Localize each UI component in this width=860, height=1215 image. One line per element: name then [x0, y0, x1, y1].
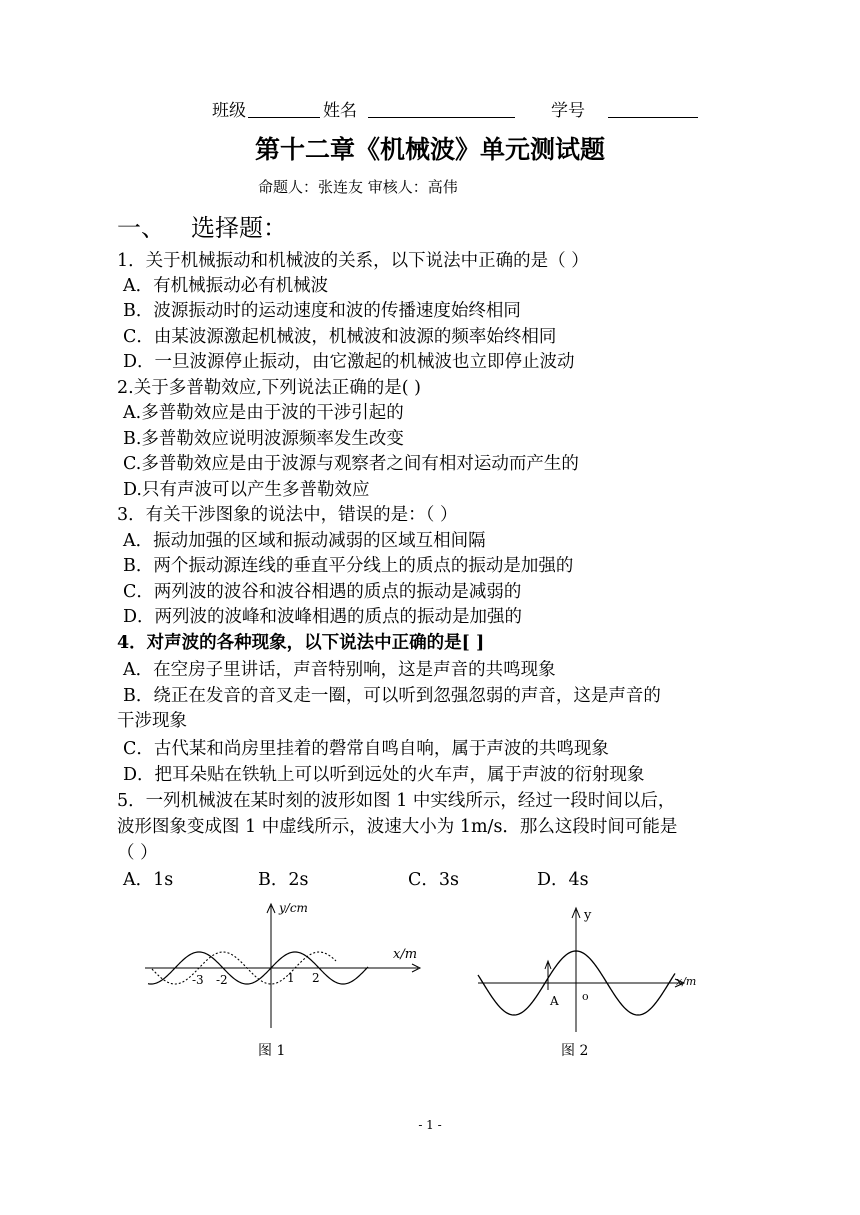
figure-2-caption: 图 2: [561, 1043, 589, 1059]
section-name: 选择题：: [191, 214, 287, 242]
question-2-option-a: A.多普勒效应是由于波的干涉引起的: [123, 403, 404, 423]
figure-1-tick-2: 2: [312, 971, 320, 985]
question-1-option-d: D．一旦波源停止振动，由它激起的机械波也立即停止波动: [123, 352, 575, 372]
question-3-option-c: C．两列波的波谷和波谷相遇的质点的振动是减弱的: [123, 582, 522, 602]
question-4-option-d: D．把耳朵贴在铁轨上可以听到远处的火车声，属于声波的衍射现象: [123, 765, 645, 785]
figure-2-point-a-label: A: [550, 994, 559, 1008]
id-blank[interactable]: [608, 117, 698, 118]
question-2-option-b: B.多普勒效应说明波源频率发生改变: [123, 429, 404, 449]
figure-1-caption: 图 1: [258, 1043, 286, 1059]
figure-1-x-label: x/m: [393, 947, 418, 962]
page-number: - 1 -: [418, 1118, 442, 1132]
figure-2-origin-label: o: [582, 990, 589, 1003]
question-5-option-a: A．1s: [123, 870, 174, 890]
authors-line: 命题人：张连友 审核人：高伟: [258, 178, 458, 196]
question-4-option-c: C．古代某和尚房里挂着的磬常自鸣自响，属于声波的共鸣现象: [123, 739, 609, 759]
question-5-option-b: B．2s: [258, 870, 309, 890]
question-1-option-a: A．有机械振动必有机械波: [123, 276, 329, 296]
page-title: 第十二章《机械波》单元测试题: [254, 135, 605, 164]
question-5-stem-line-1: 5．一列机械波在某时刻的波形如图 1 中实线所示，经过一段时间以后，: [117, 791, 676, 811]
question-2-option-c: C.多普勒效应是由于波源与观察者之间有相对运动而产生的: [123, 454, 579, 474]
question-5-option-c: C．3s: [408, 870, 460, 890]
question-3-option-b: B．两个振动源连线的垂直平分线上的质点的振动是加强的: [123, 556, 574, 576]
figure-1-tick-minus-2: -2: [216, 973, 228, 987]
section-number: 一、: [117, 214, 165, 242]
question-4-option-b-continued: 干涉现象: [117, 711, 187, 731]
id-label: 学号: [551, 101, 585, 121]
question-3-option-a: A．振动加强的区域和振动减弱的区域互相间隔: [123, 531, 486, 551]
question-1-option-c: C．由某波源激起机械波，机械波和波源的频率始终相同: [123, 327, 557, 347]
class-label: 班级: [212, 101, 246, 121]
question-5-option-d: D．4s: [537, 870, 589, 890]
figure-1-wave-graph: [140, 898, 430, 1033]
question-3-stem: 3．有关干涉图象的说法中，错误的是：（ ）: [117, 505, 458, 525]
question-4-stem: 4．对声波的各种现象，以下说法中正确的是[ ]: [117, 633, 485, 653]
question-4-option-a: A．在空房子里讲话，声音特别响，这是声音的共鸣现象: [123, 660, 556, 680]
question-4-option-b: B．绕正在发音的音叉走一圈，可以听到忽强忽弱的声音，这是声音的: [123, 686, 661, 706]
question-3-option-d: D．两列波的波峰和波峰相遇的质点的振动是加强的: [123, 607, 523, 627]
figure-2-y-label: y: [584, 908, 592, 923]
question-2-option-d: D.只有声波可以产生多普勒效应: [123, 480, 370, 500]
question-1-stem: 1．关于机械振动和机械波的关系，以下说法中正确的是（ ）: [117, 251, 589, 271]
figure-1-tick-minus-3: -3: [192, 973, 204, 987]
class-blank[interactable]: [248, 117, 320, 118]
figure-2-x-label: x/m: [676, 975, 697, 988]
name-blank[interactable]: [368, 117, 515, 118]
question-5-stem-line-3: （ ）: [117, 843, 158, 863]
question-5-stem-line-2: 波形图象变成图 1 中虚线所示，波速大小为 1m/s．那么这段时间可能是: [117, 817, 678, 837]
figure-1-y-label: y/cm: [279, 901, 308, 915]
name-label: 姓名: [323, 101, 357, 121]
figure-1-tick-1: 1: [287, 971, 295, 985]
question-1-option-b: B．波源振动时的运动速度和波的传播速度始终相同: [123, 301, 521, 321]
section-heading: [117, 208, 287, 243]
question-2-stem: 2.关于多普勒效应,下列说法正确的是( ): [117, 378, 421, 398]
figure-2-wave-graph: [470, 900, 710, 1038]
